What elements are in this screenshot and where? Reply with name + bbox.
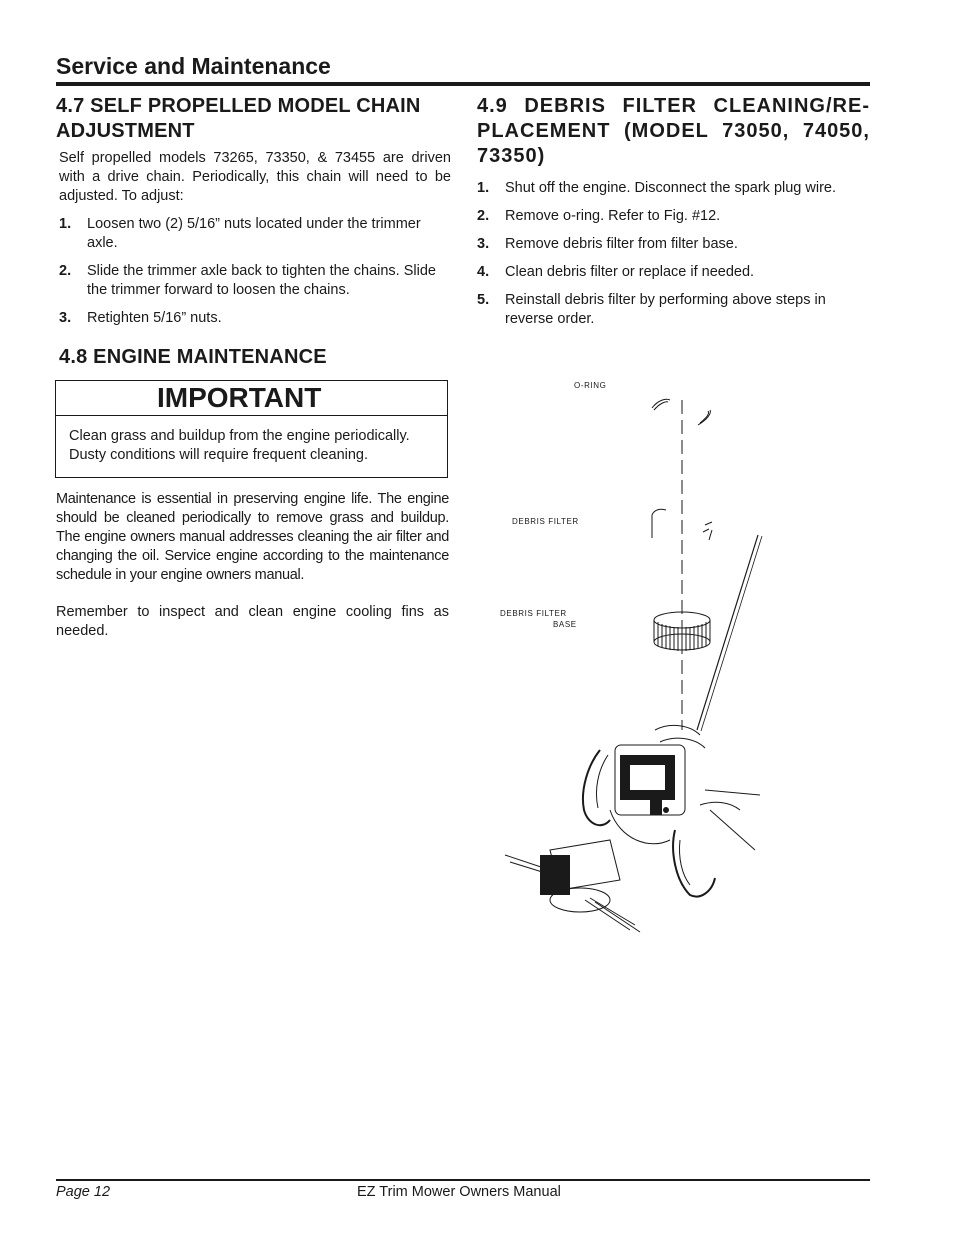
- step-number: 2.: [59, 263, 72, 279]
- section-4-9-heading: 4.9 DEBRIS FILTER CLEANING/RE-PLACEMENT (MODEL 73050, 74050, 73350): [477, 95, 870, 167]
- important-label: IMPORTANT: [56, 381, 447, 416]
- mower-assembly-part: [505, 725, 760, 932]
- step-number: 4.: [477, 264, 490, 280]
- step-number: 1.: [59, 216, 72, 232]
- list-item: [59, 215, 451, 253]
- right-column: [477, 94, 870, 329]
- manual-title: EZ Trim Mower Owners Manual: [357, 1184, 561, 1200]
- step-text: Slide the trimmer axle back to tighten the chains. Slide the trimmer forward to loosen the chains.: [87, 263, 436, 298]
- footer-divider: [56, 1179, 870, 1181]
- step-text: Remove o-ring. Refer to Fig. #12.: [505, 208, 721, 224]
- step-number: 2.: [477, 208, 490, 224]
- exploded-view-drawing: [490, 370, 790, 950]
- title-divider: [56, 82, 870, 86]
- step-text: Loosen two (2) 5/16” nuts located under the trimmer axle.: [87, 216, 421, 251]
- list-item: [59, 262, 451, 300]
- list-item: [477, 207, 870, 226]
- o-ring-part: [652, 399, 710, 425]
- section-4-7-steps: [56, 215, 451, 328]
- step-number: 5.: [477, 292, 490, 308]
- step-text: Shut off the engine. Disconnect the spark plug wire.: [505, 180, 837, 196]
- important-notice: [55, 380, 448, 478]
- step-text: Clean debris filter or replace if needed.: [505, 264, 755, 280]
- list-item: [477, 291, 870, 329]
- section-4-8-heading: 4.8 ENGINE MAINTENANCE: [59, 346, 327, 368]
- section-4-9-steps: [477, 179, 870, 329]
- step-text: Reinstall debris filter by performing above steps in reverse order.: [505, 292, 826, 327]
- cooling-fins-paragraph: Remember to inspect and clean engine cooling fins as needed.: [56, 604, 449, 639]
- list-item: [477, 179, 870, 198]
- important-text: Clean grass and buildup from the engine periodically. Dusty conditions will require frequent cleaning.: [69, 428, 410, 463]
- list-item: [477, 235, 870, 254]
- section-4-8-body: [56, 490, 449, 641]
- label-debris-filter-base-line1: DEBRIS FILTER: [500, 609, 567, 618]
- label-debris-filter: DEBRIS FILTER: [512, 517, 579, 526]
- step-number: 3.: [59, 310, 72, 326]
- list-item: [477, 263, 870, 282]
- left-column: [56, 94, 451, 370]
- section-4-7-intro: Self propelled models 73265, 73350, & 73455 are driven with a drive chain. Periodically, this chain will need to be adjusted. To adjust:: [59, 150, 451, 204]
- label-o-ring: O-RING: [574, 381, 607, 390]
- list-item: [59, 309, 451, 328]
- label-debris-filter-base-line2: BASE: [553, 620, 577, 629]
- step-text: Retighten 5/16” nuts.: [87, 310, 222, 326]
- debris-filter-figure: [490, 370, 790, 950]
- page-number: Page 12: [56, 1184, 111, 1200]
- page-title: Service and Maintenance: [56, 53, 331, 79]
- step-number: 3.: [477, 236, 490, 252]
- step-number: 1.: [477, 180, 490, 196]
- step-text: Remove debris filter from filter base.: [505, 236, 738, 252]
- section-4-7-heading: 4.7 SELF PROPELLED MODEL CHAIN ADJUSTMENT: [56, 95, 421, 142]
- maintenance-paragraph: Maintenance is essential in preserving engine life. The engine should be cleaned periodically to remove grass and buildup. The engine owners manual addresses cleaning the air filter and changing the oil. Service engine according to the maintenance schedule in your engine owners manual.: [56, 491, 449, 583]
